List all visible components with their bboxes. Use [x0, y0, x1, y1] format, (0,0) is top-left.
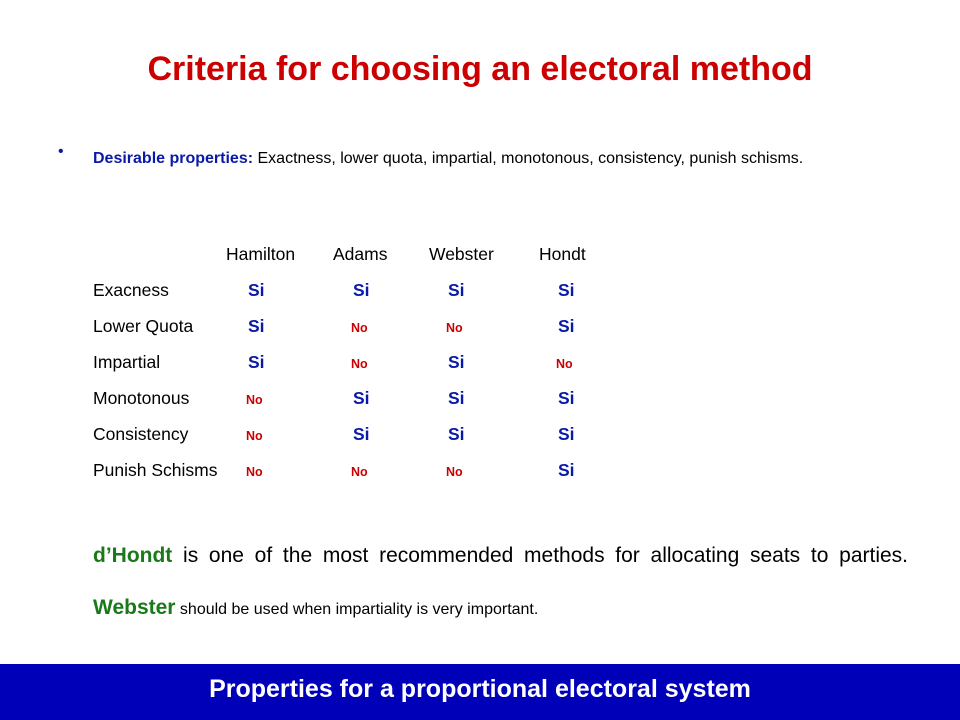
table-cell: Si [353, 424, 370, 444]
slide-title: Criteria for choosing an electoral method [147, 50, 813, 88]
header-webster: Webster [429, 244, 494, 264]
table-cell: Si [448, 352, 465, 372]
table-cell: Si [248, 280, 265, 300]
table-cell: Si [448, 280, 465, 300]
table-cell: No [351, 357, 368, 371]
table-cell: Si [248, 352, 265, 372]
table-cell: No [446, 321, 463, 335]
row-label: Impartial [93, 352, 161, 372]
table-cell: No [246, 393, 263, 407]
paragraph-part1: is one of the most recommended methods for allocating seats to parties. [172, 544, 908, 567]
table-cell: No [246, 429, 263, 443]
row-label: Monotonous [93, 388, 190, 408]
header-hondt: Hondt [539, 244, 586, 264]
header-adams: Adams [333, 244, 388, 264]
webster-highlight: Webster [93, 596, 176, 619]
footer-banner: Properties for a proportional electoral system [0, 664, 960, 720]
table-cell: Si [558, 280, 575, 300]
table-cell: Si [448, 388, 465, 408]
table-cell: Si [248, 316, 265, 336]
bullet-label: Desirable properties: [93, 150, 254, 167]
table-cell: No [351, 321, 368, 335]
table-cell: Si [558, 388, 575, 408]
row-label: Lower Quota [93, 316, 194, 336]
table-cell: Si [353, 280, 370, 300]
table-cell: Si [353, 388, 370, 408]
table-cell: No [351, 465, 368, 479]
header-hamilton: Hamilton [226, 244, 296, 264]
table-cell: No [246, 465, 263, 479]
bullet-body: Exactness, lower quota, impartial, monotonous, consistency, punish schisms. [253, 150, 804, 167]
bullet-icon: • [58, 143, 64, 160]
dhondt-highlight: d’Hondt [93, 544, 173, 567]
table-cell: Si [558, 424, 575, 444]
row-label: Exacness [93, 280, 169, 300]
table-cell: Si [448, 424, 465, 444]
bullet-item [58, 143, 910, 175]
row-label: Punish Schisms [93, 460, 218, 480]
table-cell: Si [558, 460, 575, 480]
paragraph-part2: should be used when impartiality is very important. [175, 601, 539, 618]
conclusion-paragraph [93, 530, 908, 636]
row-label: Consistency [93, 424, 189, 444]
table-cell: No [556, 357, 573, 371]
table-cell: No [446, 465, 463, 479]
table-cell: Si [558, 316, 575, 336]
bullet-text [93, 143, 910, 175]
